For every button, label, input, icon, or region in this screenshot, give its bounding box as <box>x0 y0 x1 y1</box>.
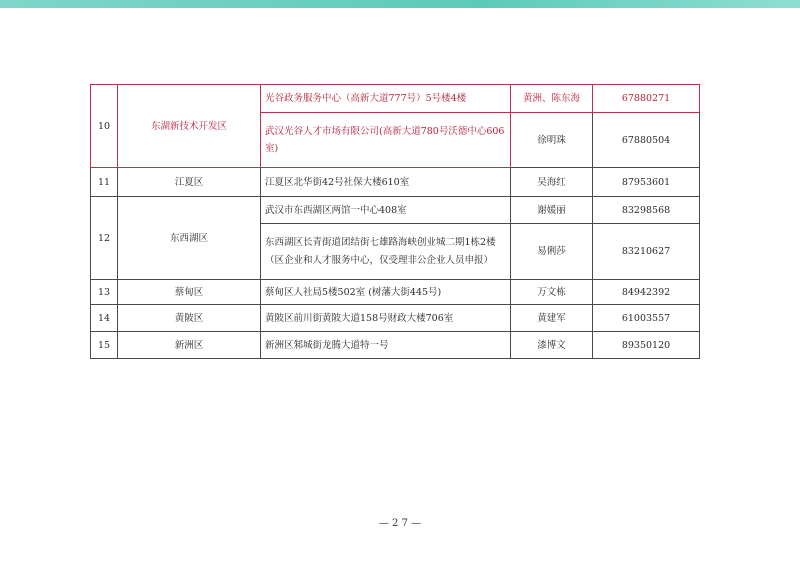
contact-cell: 徐明珠 <box>511 113 593 168</box>
table-row <box>91 280 700 305</box>
row-number: 13 <box>91 280 118 305</box>
contact-cell: 黄建军 <box>511 305 593 332</box>
table-row <box>91 197 700 224</box>
address-cell: 武汉市东西湖区两馆一中心408室 <box>261 197 511 224</box>
district-name: 新洲区 <box>118 332 261 359</box>
phone-cell: 67880504 <box>593 113 700 168</box>
table-row <box>91 168 700 197</box>
contact-cell: 易俐莎 <box>511 224 593 280</box>
row-number: 12 <box>91 197 118 280</box>
district-name: 黄陂区 <box>118 305 261 332</box>
contact-cell: 吴海红 <box>511 168 593 197</box>
address-cell: 黄陂区前川街黄陂大道158号财政大楼706室 <box>261 305 511 332</box>
address-cell: 武汉光谷人才市场有限公司(高新大道780号沃德中心606室) <box>261 113 511 168</box>
phone-cell: 87953601 <box>593 168 700 197</box>
contact-cell: 万文栋 <box>511 280 593 305</box>
district-name: 东湖新技术开发区 <box>118 85 261 168</box>
contact-cell: 黄洲、陈东海 <box>511 85 593 113</box>
address-cell: 蔡甸区人社局5楼502室 (树藩大街445号) <box>261 280 511 305</box>
phone-cell: 83298568 <box>593 197 700 224</box>
row-number: 10 <box>91 85 118 168</box>
table-row <box>91 305 700 332</box>
table-row <box>91 332 700 359</box>
phone-cell: 67880271 <box>593 85 700 113</box>
district-name: 蔡甸区 <box>118 280 261 305</box>
address-cell: 光谷政务服务中心（高新大道777号）5号楼4楼 <box>261 85 511 113</box>
phone-cell: 61003557 <box>593 305 700 332</box>
address-cell: 江夏区北华街42号社保大楼610室 <box>261 168 511 197</box>
phone-cell: 89350120 <box>593 332 700 359</box>
contact-cell: 谢媛丽 <box>511 197 593 224</box>
address-cell: 新洲区邾城街龙腾大道特一号 <box>261 332 511 359</box>
office-contact-table <box>90 84 700 359</box>
row-number: 15 <box>91 332 118 359</box>
table-row <box>91 85 700 113</box>
row-number: 14 <box>91 305 118 332</box>
district-name: 东西湖区 <box>118 197 261 280</box>
contact-cell: 漆博文 <box>511 332 593 359</box>
phone-cell: 83210627 <box>593 224 700 280</box>
phone-cell: 84942392 <box>593 280 700 305</box>
page-number: — 2 7 — <box>378 518 422 529</box>
address-cell: 东西湖区长青街道团结街七雄路海峡创业城二期1栋2楼（区企业和人才服务中心，仅受理非公企业人员申报） <box>261 224 511 280</box>
row-number: 11 <box>91 168 118 197</box>
district-name: 江夏区 <box>118 168 261 197</box>
